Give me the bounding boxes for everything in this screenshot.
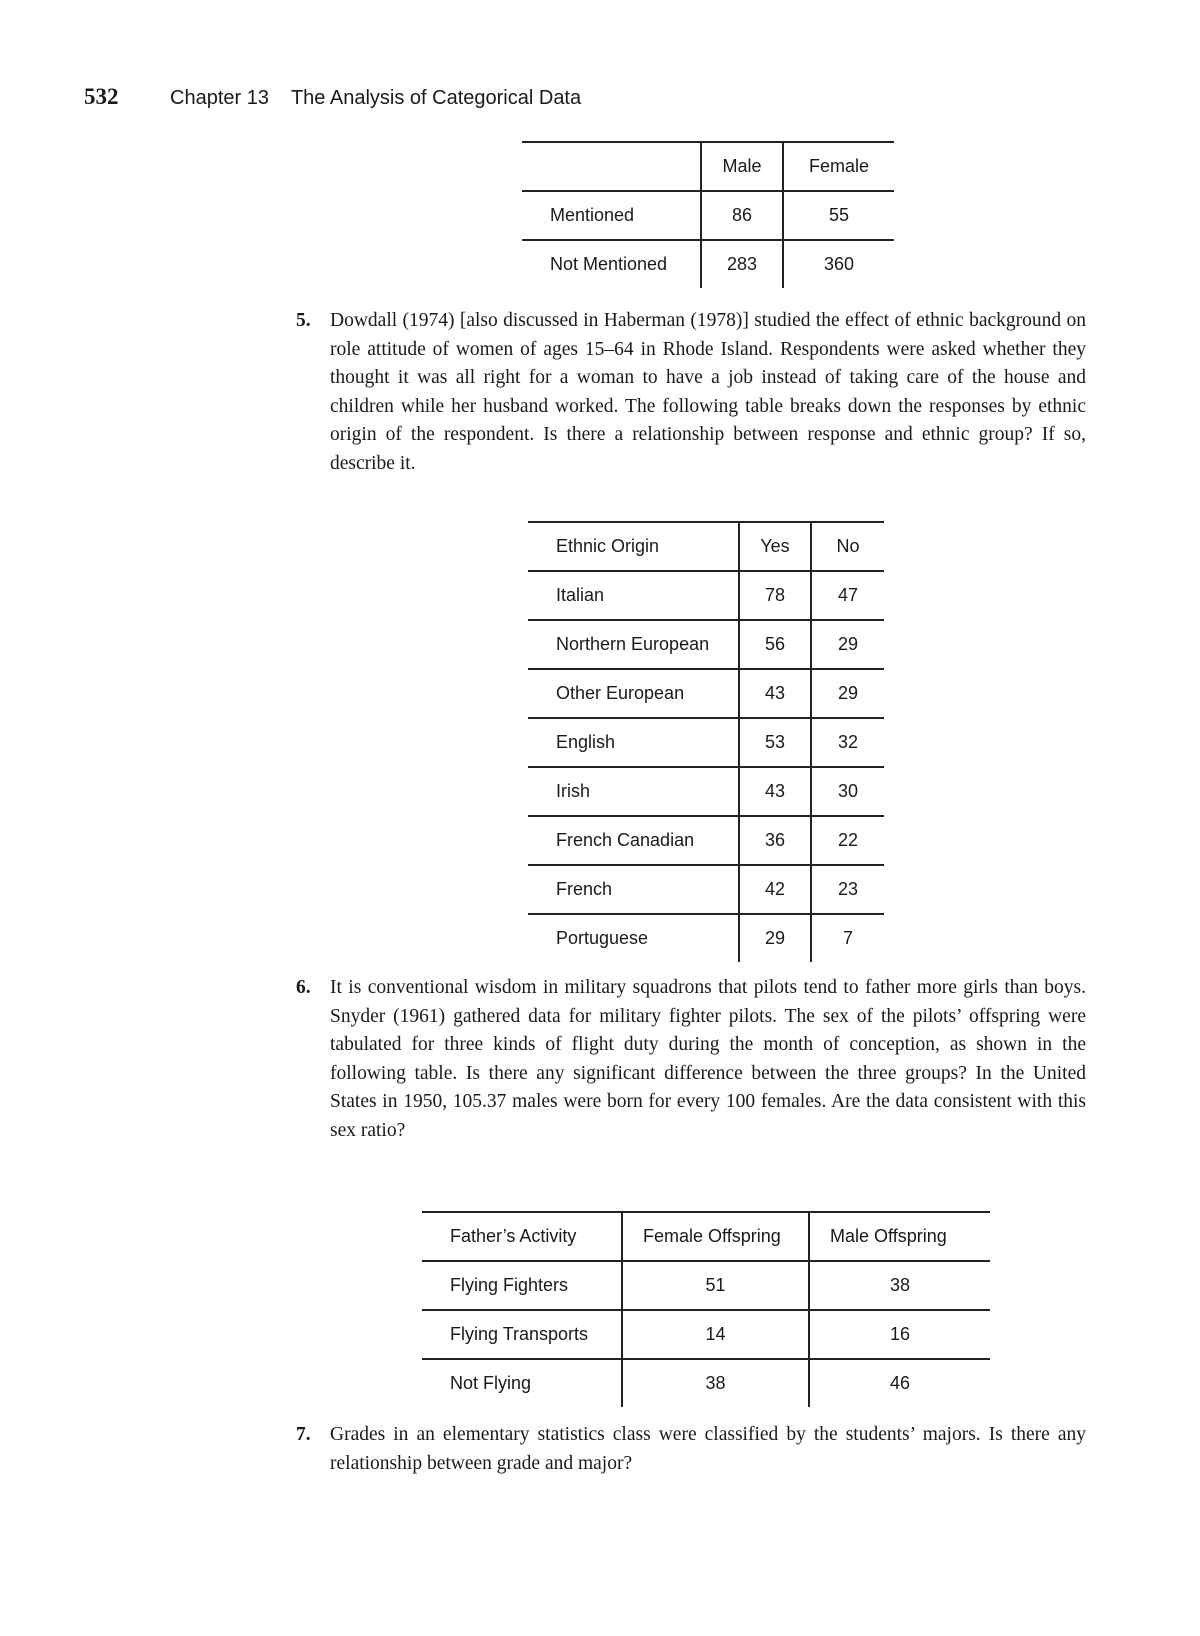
problem-number: 5. [296, 310, 311, 331]
table-row-label: Flying Transports [422, 1310, 622, 1359]
table-cell: 30 [811, 767, 884, 816]
table-row-label: English [528, 718, 739, 767]
table-cell: 29 [811, 620, 884, 669]
table-cell: 36 [739, 816, 811, 865]
problem-6 [296, 974, 1086, 1145]
table-row-label: Italian [528, 571, 739, 620]
chapter-label: Chapter 13 [170, 87, 269, 109]
table-cell: 29 [811, 669, 884, 718]
table-header-cell: Female [783, 142, 894, 191]
table-row-label: French Canadian [528, 816, 739, 865]
table-header-cell: No [811, 522, 884, 571]
table-cell: 47 [811, 571, 884, 620]
ethnic-origin-table [528, 521, 884, 962]
problem-number: 6. [296, 977, 311, 998]
table-cell: 53 [739, 718, 811, 767]
table-cell: 78 [739, 571, 811, 620]
table-header-cell: Male Offspring [809, 1212, 990, 1261]
table-row-label: Irish [528, 767, 739, 816]
table-row-label: Other European [528, 669, 739, 718]
problem-text: Grades in an elementary statistics class were classified by the students’ majors. Is there any relationship between grade and major? [330, 1424, 1086, 1474]
table-row-label: Portuguese [556, 928, 649, 948]
table-cell: 38 [809, 1261, 990, 1310]
table-row-label: Northern European [528, 620, 739, 669]
table-cell: 86 [701, 191, 783, 240]
table-cell: 283 [701, 240, 783, 288]
table-cell: 42 [739, 865, 811, 914]
table-row-label: Flying Fighters [422, 1261, 622, 1310]
table-header-cell: Female Offspring [622, 1212, 809, 1261]
table-cell: 55 [783, 191, 894, 240]
table-row-label: Not Mentioned [550, 254, 668, 274]
problem-5 [296, 307, 1086, 478]
table-cell: 14 [622, 1310, 809, 1359]
table-header-cell [522, 142, 701, 191]
table-header-cell: Yes [739, 522, 811, 571]
table-cell: 43 [739, 669, 811, 718]
table-cell: 22 [811, 816, 884, 865]
table-header-cell: Father’s Activity [422, 1212, 622, 1261]
problem-7 [296, 1421, 1086, 1478]
page-number: 532 [84, 84, 119, 109]
table-cell: 38 [622, 1359, 809, 1407]
page-header [84, 84, 581, 110]
table-cell: 360 [783, 240, 894, 288]
table-cell: 23 [811, 865, 884, 914]
table-cell: 16 [809, 1310, 990, 1359]
chapter-title: The Analysis of Categorical Data [290, 87, 582, 109]
table-header-cell: Ethnic Origin [528, 522, 739, 571]
problem-text: Dowdall (1974) [also discussed in Haberman (1978)] studied the effect of ethnic background on role attitude of women of ages 15–64 in Rhode Island. Respondents were asked whether they thought it was all right for a woman to have a job instead of taking care of the house and children while her husband worked. The following table breaks down the responses by ethnic origin of the respondent. Is there a relationship between response and ethnic group? If so, describe it. [330, 310, 1086, 474]
table-cell: 46 [809, 1359, 990, 1407]
table-cell: 32 [811, 718, 884, 767]
table-cell: 51 [622, 1261, 809, 1310]
table-row-label: Not Flying [450, 1373, 532, 1393]
mentioned-by-sex-table [522, 141, 894, 288]
table-cell: 7 [811, 914, 884, 962]
table-header-cell: Male [701, 142, 783, 191]
table-cell: 29 [739, 914, 811, 962]
problem-number: 7. [296, 1424, 311, 1445]
table-row-label: Mentioned [522, 191, 701, 240]
table-cell: 56 [739, 620, 811, 669]
table-cell: 43 [739, 767, 811, 816]
table-row-label: French [528, 865, 739, 914]
pilot-offspring-table [422, 1211, 990, 1407]
problem-text: It is conventional wisdom in military squadrons that pilots tend to father more girls than boys. Snyder (1961) gathered data for military fighter pilots. The sex of the pilots’ offspring were tabulated for three kinds of flight duty during the month of conception, as shown in the following table. Is there any significant difference between the three groups? In the United States in 1950, 105.37 males were born for every 100 females. Are the data consistent with this sex ratio? [330, 977, 1086, 1141]
